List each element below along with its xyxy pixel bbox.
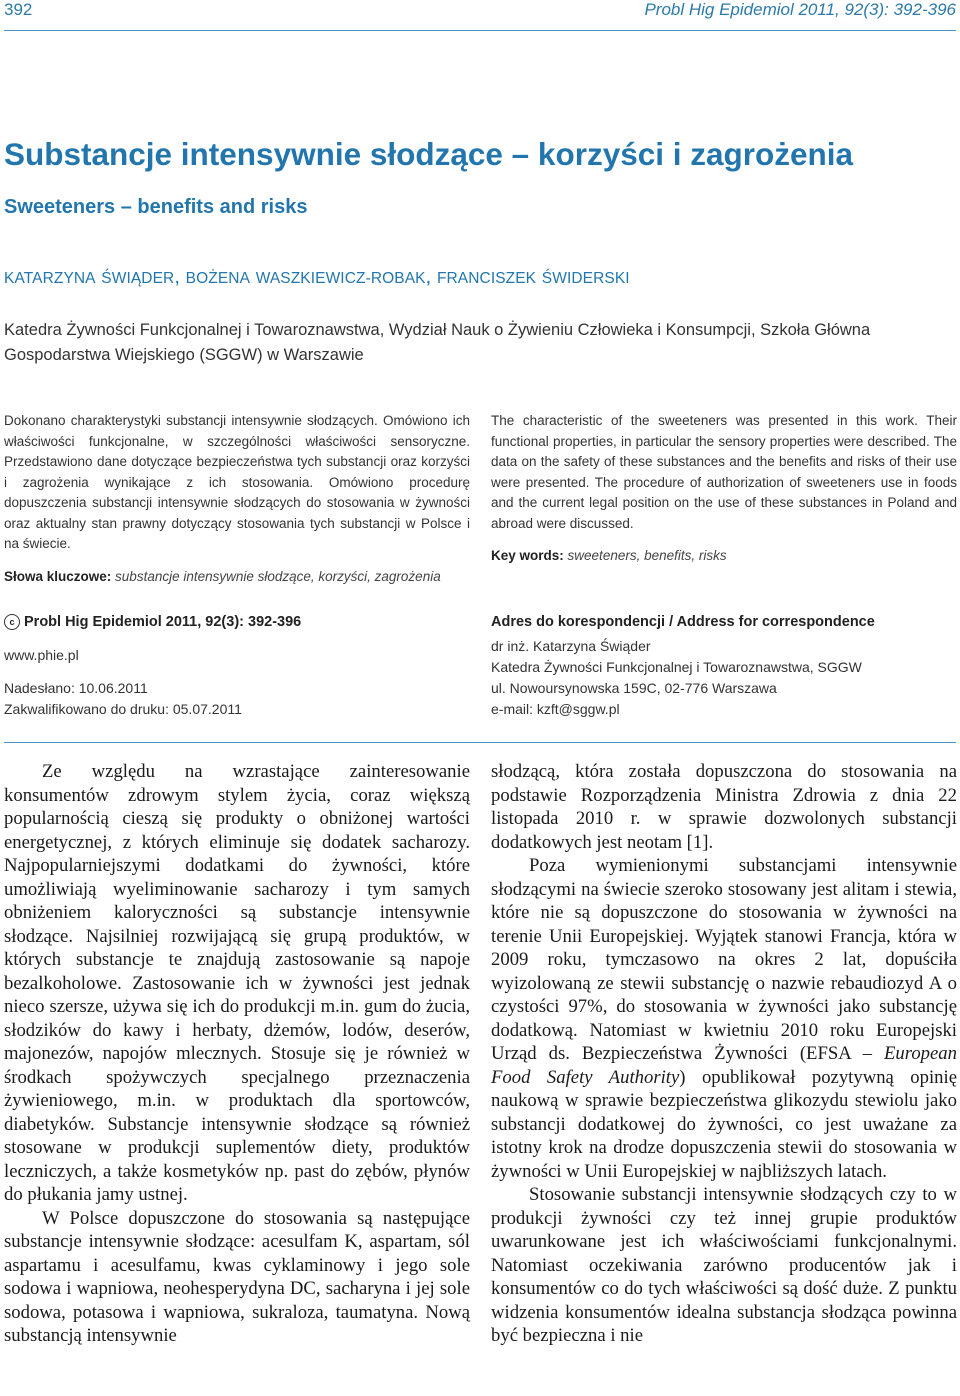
correspondence-heading: Adres do korespondencji / Address for correspondence: [491, 614, 875, 630]
copyright-icon: c: [4, 614, 20, 630]
body-column-right: [491, 760, 957, 1348]
received-date: Nadesłano: 10.06.2011: [4, 680, 148, 696]
author-first-name: BOŻENA: [185, 270, 251, 287]
body-column-left: [4, 760, 470, 1348]
body-paragraph: słodzącą, która została dopuszczona do stosowania na podstawie Rozporządzenia Ministra Zdrowia z dnia 22 listopada 2010 r. w sprawie dozwolonych substancji dodatkowych jest neotam [1].: [491, 761, 957, 853]
publication-info: [4, 612, 464, 720]
correspondence-name: dr inż. Katarzyna Świąder: [491, 638, 651, 654]
body-paragraph: Stosowanie substancji intensywnie słodzących czy to w produkcji żywności czy też innej grupie produktów uwarunkowane jest ich właściwościami funkcjonalnymi. Natomiast oczekiwania zarówno producentów jak i konsumentów co do tych właściwości są dość duże. Z punktu widzenia konsumentów idealna substancja słodząca powinna być bezpieczna i nie: [491, 1184, 957, 1346]
author-last-name: ŚWIDERSKI: [541, 270, 630, 287]
header-divider: [4, 30, 956, 31]
citation-line: [4, 612, 464, 633]
citation: Probl Hig Epidemiol 2011, 92(3): 392-396: [24, 614, 302, 630]
correspondence-email[interactable]: e-mail: kzft@sggw.pl: [491, 701, 620, 717]
keywords-value: sweeteners, benefits, risks: [567, 548, 727, 563]
journal-reference: Probl Hig Epidemiol 2011, 92(3): 392-396: [644, 0, 956, 19]
author-list: KATARZYNA ŚWIĄDER, BOŻENA WASZKIEWICZ-ROBAK, FRANCISZEK ŚWIDERSKI: [4, 266, 630, 288]
body-text: ) opublikował pozytywną opinię naukową w sprawie bezpieczeństwa glikozydu stewiolu jako substancji dodatkowej do żywności, co jest uważane za istotny krok na drodze dopuszczenia stewii do stosowania w żywności w Unii Europejskiej w najbliższych latach.: [491, 1066, 958, 1182]
website-link[interactable]: www.phie.pl: [4, 647, 79, 663]
keywords-line: [491, 546, 957, 567]
body-paragraph: W Polsce dopuszczone do stosowania są następujące substancje intensywnie słodzące: acesulfam K, aspartam, sól aspartamu i acesulfamu, kwas cyklaminowy i jego sole sodowa i wapniowa, neohesperydyna DC, sacharyna i jej sole sodowa, potasowa i wapniowa, sukraloza, taumatyna. Nową substancją intensywnie: [4, 1207, 470, 1346]
abstract-text: Dokonano charakterystyki substancji intensywnie słodzących. Omówiono ich właściwości funkcjonalne, w szczególności właściwości sensoryczne. Przedstawiono dane dotyczące bezpieczeństwa tych substancji oraz korzyści i zagrożenia wynikające z ich stosowania. Omówiono procedurę dopuszczenia substancji intensywnie słodzących do stosowania w żywności oraz aktualny stan prawny dotyczący stosowania tych substancji w Polsce i na świecie.: [4, 413, 470, 551]
affiliation: Katedra Żywności Funkcjonalnej i Towaroznawstwa, Wydział Nauk o Żywieniu Człowieka i Konsumpcji, Szkoła Główna Gospodarstwa Wiejskiego (SGGW) w Warszawie: [4, 321, 871, 364]
keywords-label: Słowa kluczowe:: [4, 568, 112, 584]
correspondence-department: Katedra Żywności Funkcjonalnej i Towaroznawstwa, SGGW: [491, 659, 862, 675]
keywords-label: Key words:: [491, 548, 564, 563]
keywords-line: [4, 567, 470, 588]
correspondence-street: ul. Nowoursynowska 159C, 02-776 Warszawa: [491, 680, 777, 696]
author-last-name: ŚWIĄDER: [101, 270, 175, 287]
page-number: 392: [4, 0, 33, 19]
body-divider: [4, 742, 956, 743]
keywords-value: substancje intensywnie słodzące, korzyści, zagrożenia: [115, 568, 441, 584]
body-text: Poza wymienionymi substancjami intensywnie słodzącymi na świecie szeroko stosowany jest alitam i stewia, które nie są dopuszczone do stosowania w żywności na terenie Unii Europejskiej. Wyjątek stanowi Francja, która w 2009 roku, tymczasowo na okres 2 lat, dopuściła wyizolowaną ze stewii substancję o nazwie rebaudiozyd A o czystości 97%, do stosowania w żywności jako substancję dodatkową. Natomiast w kwietniu 2010 roku Europejski Urząd ds. Bezpieczeństwa Żywności (EFSA –: [491, 855, 957, 1064]
correspondence-block: [491, 612, 957, 720]
accepted-date: Zakwalifikowano do druku: 05.07.2011: [4, 701, 242, 717]
body-text-italic: European Food Safety Authority: [491, 1043, 957, 1088]
article-title: Substancje intensywnie słodzące – korzyści i zagrożenia: [4, 136, 854, 172]
body-paragraph: Ze względu na wzrastające zainteresowanie konsumentów zdrowym stylem życia, coraz większą popularnością cieszą się produkty o obniżonej wartości energetycznej, z których eliminuje się dodatek sacharozy. Najpopularniejszymi dodatkami do żywności, które umożliwiają wyeliminowanie sacharozy i tym samych obniżeniem kaloryczności są substancje intensywnie słodzące. Najsilniej rozwijającą się grupą produktów, w których substancje te znajdują zastosowanie są napoje bezalkoholowe. Zastosowanie ich w żywności jest jednak nieco szersze, używa się ich do produkcji m.in. gum do żucia, słodzików do kawy i herbaty, dżemów, lodów, deserów, majonezów, napojów mlecznych. Stosuje się je również w środkach spożywczych specjalnego przeznaczenia żywieniowego, m.in. w produktach dla sportowców, diabetyków. Substancje intensywnie słodzące są również stosowane w produkcji suplementów diety, produktów leczniczych, a także kosmetyków np. past do zębów, płynów do płukania jamy ustnej.: [4, 761, 470, 1205]
abstract-text: The characteristic of the sweeteners was presented in this work. Their functional properties, in particular the sensory properties were described. The data on the safety of these substances and the benefits and risks of their use were presented. The procedure of authorization of sweeteners use in foods and the current legal position on the use of these substances in Poland and abroad were discussed.: [491, 413, 957, 531]
body-paragraph: [491, 854, 957, 1183]
author-first-name: FRANCISZEK: [436, 270, 537, 287]
abstract-english: [491, 411, 957, 567]
article-subtitle: Sweeteners – benefits and risks: [4, 196, 308, 218]
abstract-polish: [4, 411, 470, 587]
author-last-name: WASZKIEWICZ-ROBAK: [255, 270, 426, 287]
author-first-name: KATARZYNA: [4, 270, 96, 287]
